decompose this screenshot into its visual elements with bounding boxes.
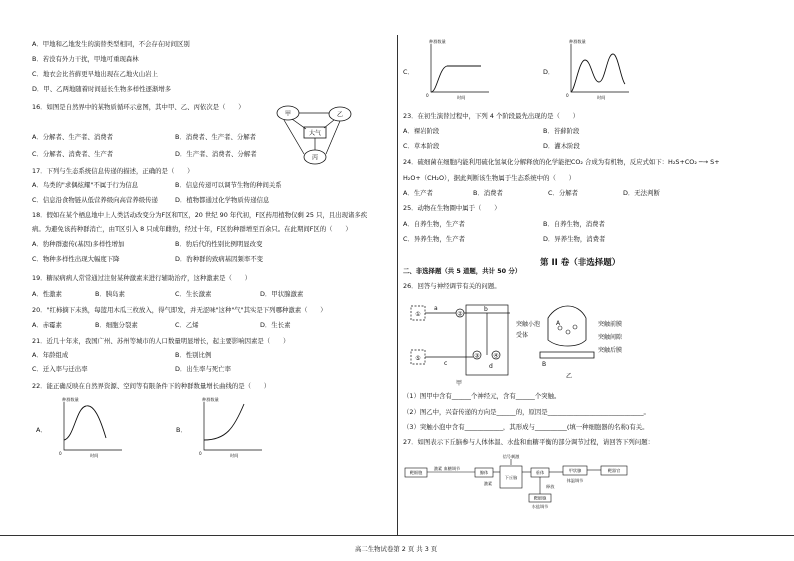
text-line: A．赤霉素 [32, 321, 62, 329]
text-line: D．植物都通过化学物质传递信息 [175, 196, 270, 204]
x-axis-label: 时间 [230, 453, 239, 458]
text-line: D．灌木阶段 [543, 142, 580, 150]
vesicle [573, 325, 577, 329]
text-line: 26．回答与神经调节有关的问题。 [403, 282, 501, 290]
section-title: 第 II 卷（非选择题） [540, 258, 621, 268]
text-line: 20．"红柿摘下未熟，每篮用木瓜三枚放入，得气即发，并无涩味"这种"气"其实是下列哪种激素（ ） [32, 306, 327, 314]
y-axis-label: 种群数量 [429, 39, 446, 44]
origin-label: 0 [426, 93, 429, 98]
signal-label: 信号刺激 [502, 454, 520, 459]
hypothalamus-diagram [403, 452, 635, 510]
release-label: 释放 [546, 484, 555, 489]
text-line: 23．在初生演替过程中，下列 4 个阶段最先出现的是（ ） [403, 112, 580, 120]
growth-curve [431, 66, 481, 92]
y-axis-label: 种群数量 [62, 397, 79, 402]
text-line: （3）突触小泡中含有____________，其形成与__________(填一种细胞器的名称)有关。 [403, 423, 649, 431]
text-line: 17．下列与生态系统信息传递的描述，正确的是（ ） [32, 167, 194, 175]
text-line: D．豹种群的致病基因频率不变 [175, 255, 263, 263]
node-jia-label: 甲 [284, 110, 292, 118]
pre-membrane-label: 突触前膜 [598, 321, 623, 328]
x-axis-label: 时间 [90, 453, 99, 458]
text-line: A．鸟类的"求偶炫耀"不属于行为信息 [32, 181, 139, 189]
text-line: B．自养生物，消费者 [543, 220, 605, 228]
x-axis-label: 时间 [457, 95, 466, 100]
post-membrane-label: 突触后膜 [598, 347, 623, 354]
label-b: b [484, 306, 488, 313]
node-bing-label: 丙 [311, 154, 319, 162]
text-line: B．性别比例 [175, 351, 212, 359]
text-line: C．分解者、消费者、生产者 [32, 150, 114, 158]
box-label: 腺体 [479, 470, 489, 475]
node-yi-label: 乙 [336, 111, 344, 119]
carbon-cycle-diagram [272, 104, 352, 168]
text-line: 22．能正确反映在自然界资源、空间等有限条件下的种群数量增长曲线的是（ ） [32, 382, 271, 390]
text-line: 25．动物在生物圈中属于（ ） [403, 204, 501, 212]
text-line: 27．如图表示下丘脑参与人体体温、水盐和血糖平衡的部分调节过程，请回答下列问题： [403, 438, 654, 446]
label-B: B [542, 361, 547, 368]
text-line: C．地衣会比苔藓更早地出现在乙地火山岩上 [32, 70, 158, 78]
column-divider [397, 35, 398, 535]
text-line: A．自养生物，生产者 [403, 220, 465, 228]
neural-diagram [408, 300, 668, 395]
text-line: D．无法判断 [623, 189, 660, 197]
text-line: A．生产者 [403, 189, 433, 197]
temp-label: 体温调节 [566, 478, 584, 483]
y-axis-label: 种群数量 [569, 39, 586, 44]
text-line: C．草本阶段 [403, 142, 440, 150]
text-line: A．裸岩阶段 [403, 127, 440, 135]
vesicle-label: 突触小泡 [516, 321, 541, 328]
page-footer: 高二生物试卷第 2 页 共 3 页 [355, 545, 438, 553]
arrow-line [292, 119, 306, 129]
text-line: H₂O+（CH₂O），据此判断该生物属于生态系统中的（ ） [403, 174, 576, 182]
x-axis-label: 时间 [597, 95, 606, 100]
diagram-yi-label: 乙 [566, 373, 573, 380]
origin-label: 0 [199, 451, 202, 456]
curve-plot [423, 40, 493, 102]
label-A: A [556, 320, 561, 327]
text-line: C．乙烯 [175, 321, 199, 329]
text-line: D．甲状腺激素 [260, 290, 304, 298]
text-line: B．若没有外力干扰，甲地可重现森林 [32, 55, 139, 63]
cleft-label: 突触间隙 [598, 334, 623, 341]
footer-rule [0, 535, 794, 536]
hormone-label: 激素 血糖调节 [433, 466, 461, 471]
diagram-jia-label: 甲 [456, 380, 463, 387]
text-line: D．生长素 [260, 321, 291, 329]
origin-label: 0 [59, 451, 62, 456]
growth-curve [571, 54, 625, 92]
text-line: 二、非选择题（共 5 道题，共计 50 分） [403, 267, 522, 275]
text-line: D．生产者、消费者、分解者 [175, 150, 257, 158]
box-label: 靶器官 [607, 468, 621, 473]
presynaptic-terminal [548, 306, 586, 346]
text-line: B．苔藓阶段 [543, 127, 580, 135]
vesicle [566, 330, 570, 334]
text-line: 病。为避免该药种群消亡，由T区引入 8 只成年雌豹，经过十年，F区豹种群增至百余只。在此期间F区的（ ） [32, 225, 352, 233]
text-line: A．年龄组成 [32, 351, 69, 359]
option-letter: B． [176, 426, 187, 434]
growth-curve [64, 406, 106, 440]
text-line: B．细胞分裂素 [95, 321, 138, 329]
text-line: （2）图乙中，兴奋传递的方向是______的，原因是______________________________。 [403, 408, 650, 416]
postsynaptic-membrane [540, 352, 594, 358]
box-label: 甲状腺 [568, 468, 582, 473]
option-letter: D． [543, 68, 555, 76]
text-line: D．出生率与死亡率 [175, 365, 232, 373]
text-line: B．消费者 [473, 189, 503, 197]
box-label: 下丘脑 [504, 475, 518, 480]
text-line: B．豹后代的性别比例明显改变 [175, 240, 263, 248]
origin-label: 0 [566, 93, 569, 98]
box-label: 靶细胞 [409, 470, 423, 475]
text-line: B．胰岛素 [95, 290, 125, 298]
label-3: ③ [474, 352, 480, 360]
text-line: （1）图甲中含有______个神经元，含有______个突触。 [403, 392, 561, 400]
hormone-word: 激素 [483, 481, 493, 486]
text-line: 18．假如在某个栖息地中上人类活动改变分为F区和T区，20 世纪 90 年代初，F区药用植物仅剩 25 只，且出现诸多疾 [32, 211, 368, 219]
axes [431, 44, 489, 92]
arrow-line [324, 120, 334, 128]
receptor-label: 受体 [516, 332, 529, 339]
text-line: C．物种多样性出现大幅度下降 [32, 255, 120, 263]
option-letter: C． [403, 68, 414, 76]
text-line: C．迁入率与迁出率 [32, 365, 88, 373]
text-line: 24．硫细菌在细胞内能利用硫化氢氧化分解释放的化学能把CO₂ 合成为有机物，反应式如下：H₂S+CO₂ ─→ S+ [403, 158, 720, 166]
text-line: D．甲、乙两地随着时间延长生物多样性逐渐增多 [32, 85, 172, 93]
label-2: ② [457, 310, 463, 318]
text-line: C．分解者 [548, 189, 579, 197]
text-line: 16．如图是自然界中的某物质循环示意图，其中甲、乙、丙依次是（ ） [32, 103, 245, 111]
text-line: 21．近几十年来，我国广州、苏州等城市的人口数量明显增长，起主要影响因素是（ ） [32, 337, 290, 345]
water-label: 水盐调节 [531, 504, 549, 509]
text-line: B．信息传递可以调节生物的种间关系 [175, 181, 282, 189]
y-axis-label: 种群数量 [202, 397, 219, 402]
text-line: 19．糖尿病病人常常通过注射某种激素来进行辅助治疗，这种激素是（ ） [32, 274, 252, 282]
text-line: A．豹种群遗传(基因)多样性增加 [32, 240, 125, 248]
label-c: c [444, 360, 448, 367]
text-line: A．分解者、生产者、消费者 [32, 133, 114, 141]
option-letter: A． [36, 426, 47, 434]
text-line: B．消费者、生产者、分解者 [175, 133, 257, 141]
box-label: 垂体 [535, 470, 545, 475]
curve-plot [196, 398, 266, 460]
text-line: A．性激素 [32, 290, 62, 298]
curve-plot [56, 398, 126, 460]
arrow-line [326, 121, 340, 154]
text-line: C．信息沿食物链从低营养级向高营养级传递 [32, 196, 158, 204]
text-line: C．生长激素 [175, 290, 212, 298]
text-line: D．异养生物，消费者 [543, 235, 606, 243]
text-line: C．异养生物，生产者 [403, 235, 465, 243]
label-d: d [489, 363, 493, 370]
growth-curve [204, 404, 244, 440]
curve-plot [563, 40, 633, 102]
label-4: ④ [493, 352, 499, 360]
label-a: a [434, 305, 438, 312]
label-5: ⑤ [415, 355, 421, 362]
label-1: ① [415, 311, 421, 318]
box-label: 靶细胞 [533, 495, 547, 501]
node-atmosphere-label: 大气 [308, 130, 322, 137]
text-line: A．甲地和乙地发生的演替类型相同，不会存在时间区别 [32, 40, 190, 48]
